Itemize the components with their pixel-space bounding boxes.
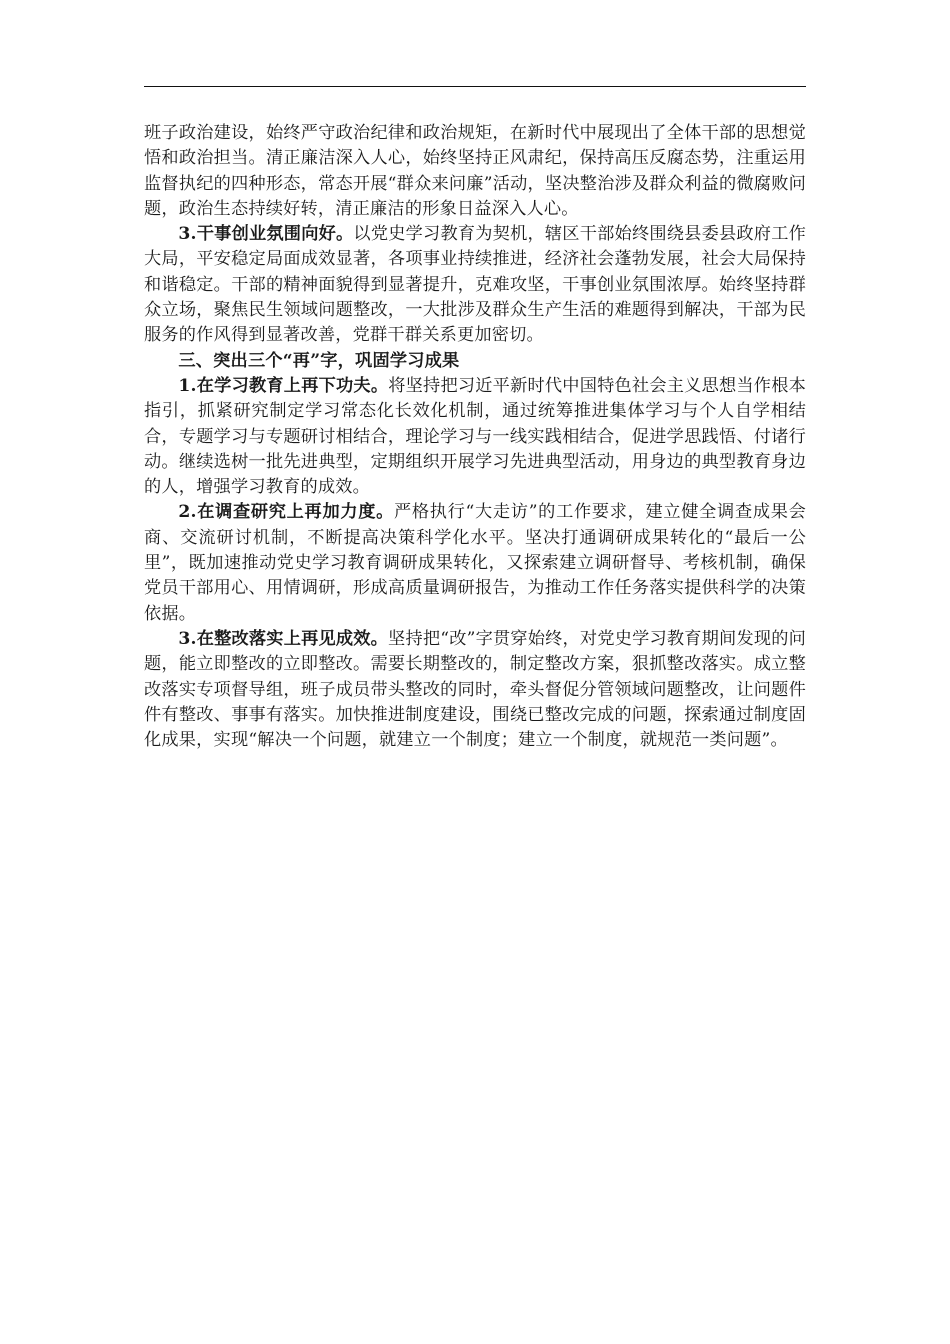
paragraph-investigation-research xyxy=(144,500,806,626)
item-heading: 3.在整改落实上再见成效。 xyxy=(178,628,389,649)
header-rule xyxy=(144,86,806,87)
item-heading: 2.在调查研究上再加力度。 xyxy=(178,502,394,523)
paragraph-text: 以党史学习教育为契机，辖区干部始终围绕县委县政府工作大局，平安稳定局面成效显著，各项事业持续推进，经济社会蓬勃发展，社会大局保持和谐稳定。干部的精神面貌得到显著提升，克难攻坚，干事创业氛围浓厚。始终坚持群众立场，聚焦民生领域问题整改，一大批涉及群众生产生活的难题得到解决，干部为民服务的作风得到显著改善，党群干群关系更加密切。 xyxy=(144,224,806,346)
paragraph-text: 严格执行“大走访”的工作要求，建立健全调查成果会商、交流研讨机制，不断提高决策科学化水平。坚决打通调研成果转化的“最后一公里”，既加速推动党史学习教育调研成果转化，又探索建立调研督导、考核机制，确保党员干部用心、用情调研，形成高质量调研报告，为推动工作任务落实提供科学的决策依据。 xyxy=(144,502,806,624)
item-heading: 1.在学习教育上再下功夫。 xyxy=(178,375,389,396)
section-heading xyxy=(144,349,806,374)
paragraph-text: 将坚持把习近平新时代中国特色社会主义思想当作根本指引，抓紧研究制定学习常态化长效化机制，通过统筹推进集体学习与个人自学相结合，专题学习与专题研讨相结合，理论学习与一线实践相结合，促进学思践悟、付诸行动。继续选树一批先进典型，定期组织开展学习先进典型活动，用身边的典型教育身边的人，增强学习教育的成效。 xyxy=(144,375,806,498)
paragraph-text: 坚持把“改”字贯穿始终，对党史学习教育期间发现的问题，能立即整改的立即整改。需要长期整改的，制定整改方案，狠抓整改落实。成立整改落实专项督导组，班子成员带头整改的同时，牵头督促分管领域问题整改，让问题件件有整改、事事有落实。加快推进制度建设，围绕已整改完成的问题，探索通过制度固化成果，实现“解决一个问题，就建立一个制度；建立一个制度，就规范一类问题”。 xyxy=(144,628,807,751)
item-heading: 3.干事创业氛围向好。 xyxy=(178,224,354,245)
paragraph-political-construction xyxy=(144,121,806,222)
paragraph-text: 班子政治建设，始终严守政治纪律和政治规矩，在新时代中展现出了全体干部的思想觉悟和政治担当。清正廉洁深入人心，始终坚持正风肃纪，保持高压反腐态势，注重运用监督执纪的四种形态，常态开展“群众来问廉”活动，坚决整治涉及群众利益的微腐败问题，政治生态持续好转，清正廉洁的形象日益深入人心。 xyxy=(144,123,806,219)
section-title: 三、突出三个“再”字，巩固学习成果 xyxy=(178,350,460,371)
document-body xyxy=(144,121,806,753)
paragraph-entrepreneurship-atmosphere xyxy=(144,222,806,348)
paragraph-rectification xyxy=(144,627,806,753)
paragraph-study-education xyxy=(144,374,806,500)
